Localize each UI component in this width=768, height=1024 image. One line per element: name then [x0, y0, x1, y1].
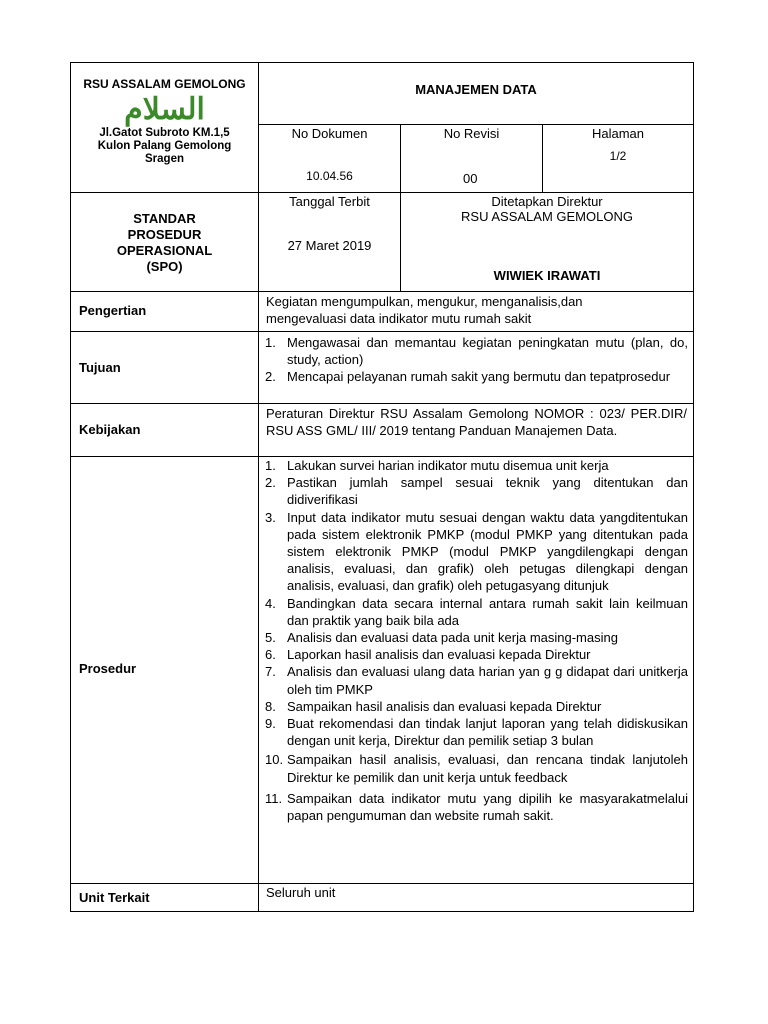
pengertian-content-cell [258, 291, 694, 332]
prosedur-item: 4. Bandingkan data secara internal antara rumah sakit lain keilmuan dan praktik yang baik bila ada [265, 595, 688, 628]
prosedur-item: 10. Sampaikan hasil analisis, evaluasi, dan rencana tindak lanjutoleh Direktur ke pemilik dan unit kerja untuk feedback [265, 752, 688, 785]
prosedur-label-cell [70, 456, 259, 884]
no-revisi-value: 00 [463, 171, 478, 186]
spo-title-line-3: OPERASIONAL [116, 243, 213, 258]
prosedur-item: 3. Input data indikator mutu sesuai dengan waktu data yangditentukan pada sistem elektronik PMKP (modul PMKP yang ditentukan pada sistem elektronik PMKP (modul PMKP yangdilengkapi dengan analisis, evaluasi, dan grafik) oleh petugas dilengkapi dengan analisis, evaluasi, dan grafik) oleh petugasyang ditunjuk [265, 509, 688, 594]
unit-terkait-label-cell [70, 883, 259, 912]
document-title-cell [258, 62, 694, 125]
prosedur-item: 2. Pastikan jumlah sampel sesuai teknik yang ditentukan dan didiverifikasi [265, 475, 688, 508]
document-title: MANAJEMEN DATA [415, 82, 537, 97]
hospital-identity-cell [70, 62, 259, 193]
pengertian-text: Kegiatan mengumpulkan, mengukur, menganalisis,dan mengevaluasi data indikator mutu rumah sakit [266, 294, 583, 326]
prosedur-item: 9. Buat rekomendasi dan tindak lanjut laporan yang telah didiskusikan dengan unit kerja, Direktur dan pemilik setiap 3 bulan [265, 716, 688, 749]
halaman-label: Halaman [591, 126, 645, 141]
tujuan-list [265, 334, 688, 386]
pengertian-label: Pengertian [79, 303, 147, 318]
prosedur-item: 1. Lakukan survei harian indikator mutu disemua unit kerja [265, 458, 609, 473]
prosedur-content-cell [258, 456, 694, 884]
hospital-name: RSU ASSALAM GEMOLONG [83, 77, 246, 91]
no-dokumen-cell [258, 124, 401, 193]
no-dokumen-value: 10.04.56 [306, 169, 353, 183]
prosedur-item: 11. Sampaikan data indikator mutu yang dipilih ke masyarakatmelalui papan pengumuman dan website rumah sakit. [265, 790, 688, 824]
unit-terkait-label: Unit Terkait [79, 890, 150, 905]
tujuan-item: 2. Mencapai pelayanan rumah sakit yang bermutu dan tepatprosedur [265, 369, 671, 385]
unit-terkait-content-cell [258, 883, 694, 912]
tanggal-terbit-label: Tanggal Terbit [289, 194, 370, 209]
address-line-3: Sragen [145, 153, 184, 165]
prosedur-list [265, 457, 688, 824]
kebijakan-label: Kebijakan [79, 422, 141, 437]
prosedur-item: 7. Analisis dan evaluasi ulang data harian yan g g didapat dari unitkerja oleh tim PMKP [265, 664, 688, 697]
tujuan-label-cell [70, 331, 259, 404]
tanggal-terbit-value: 27 Maret 2019 [287, 238, 372, 253]
tujuan-item: 1. Mengawasai dan memantau kegiatan peningkatan mutu (plan, do, study, action) [265, 335, 688, 368]
kebijakan-text: Peraturan Direktur RSU Assalam Gemolong NOMOR : 023/ PER.DIR/ RSU ASS GML/ III/ 2019 tentang Panduan Manajemen Data. [266, 406, 687, 438]
no-dokumen-label: No Dokumen [291, 126, 368, 141]
kebijakan-content-cell [258, 403, 694, 457]
ditetapkan-line-2: RSU ASSALAM GEMOLONG [461, 209, 633, 224]
director-name: WIWIEK IRAWATI [493, 268, 601, 283]
no-revisi-label: No Revisi [443, 126, 500, 141]
unit-terkait-text: Seluruh unit [266, 885, 336, 900]
prosedur-item: 8. Sampaikan hasil analisis dan evaluasi kepada Direktur [265, 698, 602, 714]
prosedur-item: 6. Laporkan hasil analisis dan evaluasi kepada Direktur [265, 647, 591, 663]
spo-title-line-4: (SPO) [146, 259, 183, 274]
pengertian-label-cell [70, 291, 259, 332]
spo-title-cell [70, 192, 259, 292]
tujuan-content-cell [258, 331, 694, 404]
spo-title-line-2: PROSEDUR [127, 227, 202, 242]
no-revisi-cell [400, 124, 543, 193]
hospital-logo: السلام [124, 92, 205, 127]
address-line-1: Jl.Gatot Subroto KM.1,5 [99, 127, 230, 139]
ditetapkan-cell [400, 192, 694, 292]
address-line-2: Kulon Palang Gemolong [97, 140, 232, 152]
spo-document [70, 62, 694, 912]
tanggal-terbit-cell [258, 192, 401, 292]
kebijakan-label-cell [70, 403, 259, 457]
ditetapkan-line-1: Ditetapkan Direktur [491, 194, 603, 209]
halaman-cell [542, 124, 694, 193]
prosedur-label: Prosedur [79, 661, 137, 676]
tujuan-label: Tujuan [79, 360, 121, 375]
spo-title-line-1: STANDAR [133, 211, 196, 226]
prosedur-item: 5. Analisis dan evaluasi data pada unit kerja masing-masing [265, 630, 618, 646]
halaman-value: 1/2 [609, 149, 627, 163]
